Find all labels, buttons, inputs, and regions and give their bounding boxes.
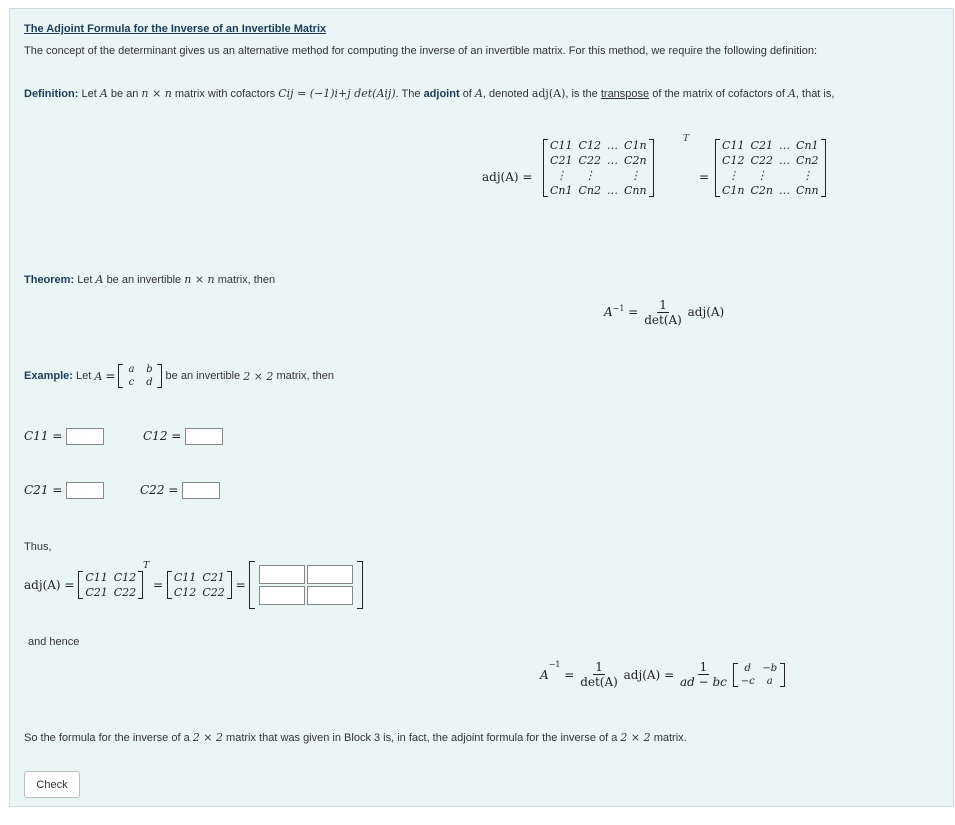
matrix-entry: C12: [578, 139, 601, 152]
def-text: of: [462, 88, 472, 100]
matrix-entry: Cn2: [578, 184, 601, 197]
cofactor-row-1: C11 =: [24, 428, 104, 445]
check-button[interactable]: Check: [24, 771, 80, 798]
inverse-exponent: −1: [612, 304, 625, 313]
c12-input[interactable]: [185, 428, 223, 445]
transpose-superscript: T: [683, 134, 690, 144]
equals-sign: =: [235, 578, 246, 592]
hence-label: and hence: [28, 636, 80, 648]
math-A: A: [94, 369, 103, 383]
math-adjA: adj(A): [24, 578, 61, 592]
matrix-entry: C22: [113, 586, 137, 599]
matrix-entry: ⋮: [727, 169, 739, 182]
example-matrix: [118, 364, 162, 388]
theorem-text: matrix, then: [217, 274, 276, 286]
math-adjA: adj(A): [531, 87, 566, 100]
equals-sign: =: [153, 578, 164, 592]
cofactor-formula: Cij = (−1)i+j det(Aij): [278, 87, 396, 100]
conclusion-paragraph: [24, 731, 687, 744]
matrix-entry: −b: [762, 662, 778, 674]
def-text: , that is,: [795, 88, 835, 100]
def-text: . The: [395, 88, 421, 100]
matrix-entry: …: [779, 139, 790, 152]
matrix-entry: b: [146, 364, 153, 375]
equals-sign: =: [564, 667, 575, 682]
math-adjA: adj(A): [482, 170, 519, 184]
def-text: be an: [110, 88, 139, 100]
math-2x2: 2 × 2: [192, 731, 223, 744]
cofactor-label: C21: [24, 483, 49, 497]
matrix-entry: C1n: [722, 184, 745, 197]
math-A: A: [604, 305, 613, 319]
c21-input[interactable]: [66, 482, 104, 499]
equals-sign: =: [699, 170, 710, 184]
inverse-exponent: −1: [548, 660, 561, 669]
denominator: ad − bc: [679, 675, 727, 689]
def-text: matrix with cofactors: [174, 88, 276, 100]
matrix-entry: …: [607, 154, 618, 167]
definition-label: Definition:: [24, 88, 79, 100]
matrix-entry: c: [128, 377, 135, 388]
matrix-entry: C21: [202, 571, 225, 584]
matrix-entry: d: [146, 377, 153, 388]
numerator: 1: [699, 660, 708, 674]
content-panel: [9, 8, 954, 807]
matrix-entry: C11: [173, 571, 197, 584]
c11-input[interactable]: [66, 428, 104, 445]
adj-display-label: [482, 170, 532, 184]
matrix-entry: [779, 169, 790, 182]
matrix-entry: C12: [113, 571, 137, 584]
answer-cell-11[interactable]: [259, 565, 305, 584]
cofactor-2x2: [78, 571, 143, 599]
matrix-entry: C21: [750, 139, 773, 152]
theorem-text: be an invertible: [106, 274, 182, 286]
matrix-entry: Cn2: [796, 154, 819, 167]
math-adjA: adj(A): [687, 305, 725, 319]
math-A: A: [95, 273, 104, 286]
adj-2x2-equation: [24, 561, 363, 609]
matrix-entry: C12: [722, 154, 745, 167]
matrix-entry: C22: [750, 154, 773, 167]
equals-sign: =: [105, 369, 116, 383]
matrix-entry: a: [128, 364, 135, 375]
matrix-entry: a: [766, 675, 773, 687]
def-text: , is the: [565, 88, 598, 100]
definition-paragraph: [24, 87, 834, 100]
matrix-entry: C11: [550, 139, 573, 152]
def-text: , denoted: [482, 88, 529, 100]
inverse-matrix: [733, 663, 785, 687]
cofactor-row-2: C21 =: [24, 482, 104, 499]
answer-cell-22[interactable]: [307, 586, 353, 605]
matrix-entry: …: [607, 184, 618, 197]
cofactor-matrix-general: [543, 139, 654, 197]
math-A: A: [540, 667, 549, 682]
math-n-by-n: n × n: [141, 87, 172, 100]
matrix-entry: d: [744, 662, 751, 674]
cofactor-label: C22: [140, 483, 165, 497]
matrix-entry: C2n: [750, 184, 773, 197]
cofactor-row-1b: C12 =: [143, 428, 223, 445]
answer-cell-12[interactable]: [307, 565, 353, 584]
cofactor-label: C11: [24, 429, 49, 443]
transpose-superscript: T: [143, 561, 150, 571]
matrix-entry: C1n: [624, 139, 647, 152]
example-text: be an invertible: [165, 370, 241, 382]
matrix-entry: ⋮: [756, 169, 768, 182]
math-A: A: [99, 87, 108, 100]
intro-text: The concept of the determinant gives us an alternative method for computing the inverse of an invertible matrix. For this method, we require the following definition:: [24, 45, 818, 57]
matrix-entry: ⋮: [555, 169, 567, 182]
inverse-formula-2x2: [540, 660, 785, 689]
denominator: det(A): [644, 313, 682, 327]
matrix-entry: …: [779, 184, 790, 197]
equals-sign: =: [664, 667, 675, 682]
equals-sign: =: [64, 578, 75, 592]
transpose-link[interactable]: transpose: [600, 88, 650, 100]
example-text: matrix, then: [276, 370, 334, 382]
def-text: Let: [81, 88, 97, 100]
equals-sign: =: [628, 305, 639, 319]
conclusion-text: So the formula for the inverse of a: [24, 732, 190, 744]
matrix-entry: …: [607, 139, 618, 152]
denominator: det(A): [580, 675, 618, 689]
conclusion-text: matrix.: [653, 732, 687, 744]
math-2x2: 2 × 2: [620, 731, 651, 744]
matrix-entry: Cn1: [550, 184, 573, 197]
cofactor-matrix-transposed: [715, 139, 826, 197]
matrix-entry: C21: [85, 586, 108, 599]
c22-input[interactable]: [182, 482, 220, 499]
theorem-text: Let: [77, 274, 93, 286]
example-paragraph: [24, 364, 334, 388]
thus-label: Thus,: [24, 541, 52, 553]
answer-cell-21[interactable]: [259, 586, 305, 605]
adjoint-term: adjoint: [423, 88, 460, 100]
def-text: of the matrix of cofactors of: [652, 88, 785, 100]
matrix-entry: C2n: [624, 154, 647, 167]
math-adjA: adj(A): [623, 667, 661, 682]
numerator: 1: [659, 298, 667, 312]
theorem-formula: [604, 298, 724, 327]
math-A: A: [474, 87, 483, 100]
matrix-entry: [607, 169, 618, 182]
matrix-entry: C22: [578, 154, 601, 167]
example-text: Let: [75, 370, 92, 382]
matrix-entry: C11: [85, 571, 108, 584]
cofactor-row-2b: C22 =: [140, 482, 220, 499]
theorem-paragraph: [24, 273, 275, 286]
matrix-entry: Cn1: [796, 139, 819, 152]
theorem-label: Theorem:: [24, 274, 75, 286]
page-title: The Adjoint Formula for the Inverse of an Invertible Matrix: [24, 23, 327, 35]
matrix-entry: −c: [740, 675, 755, 687]
matrix-entry: C12: [173, 586, 197, 599]
matrix-entry: ⋮: [801, 169, 813, 182]
math-n-by-n: n × n: [184, 273, 215, 286]
math-A: A: [787, 87, 796, 100]
matrix-entry: C11: [722, 139, 745, 152]
matrix-entry: C21: [550, 154, 573, 167]
matrix-entry: ⋮: [584, 169, 596, 182]
matrix-entry: ⋮: [629, 169, 641, 182]
example-label: Example:: [24, 370, 73, 382]
matrix-entry: C22: [202, 586, 225, 599]
cofactor-label: C12: [143, 429, 168, 443]
matrix-entry: …: [779, 154, 790, 167]
answer-matrix: [249, 561, 363, 609]
cofactor-2x2-transposed: [167, 571, 232, 599]
numerator: 1: [595, 660, 603, 674]
matrix-entry: Cnn: [624, 184, 647, 197]
math-2x2: 2 × 2: [243, 369, 274, 383]
equals-sign: =: [522, 170, 533, 184]
conclusion-text: matrix that was given in Block 3 is, in fact, the adjoint formula for the inverse of a: [226, 732, 618, 744]
matrix-entry: Cnn: [796, 184, 819, 197]
